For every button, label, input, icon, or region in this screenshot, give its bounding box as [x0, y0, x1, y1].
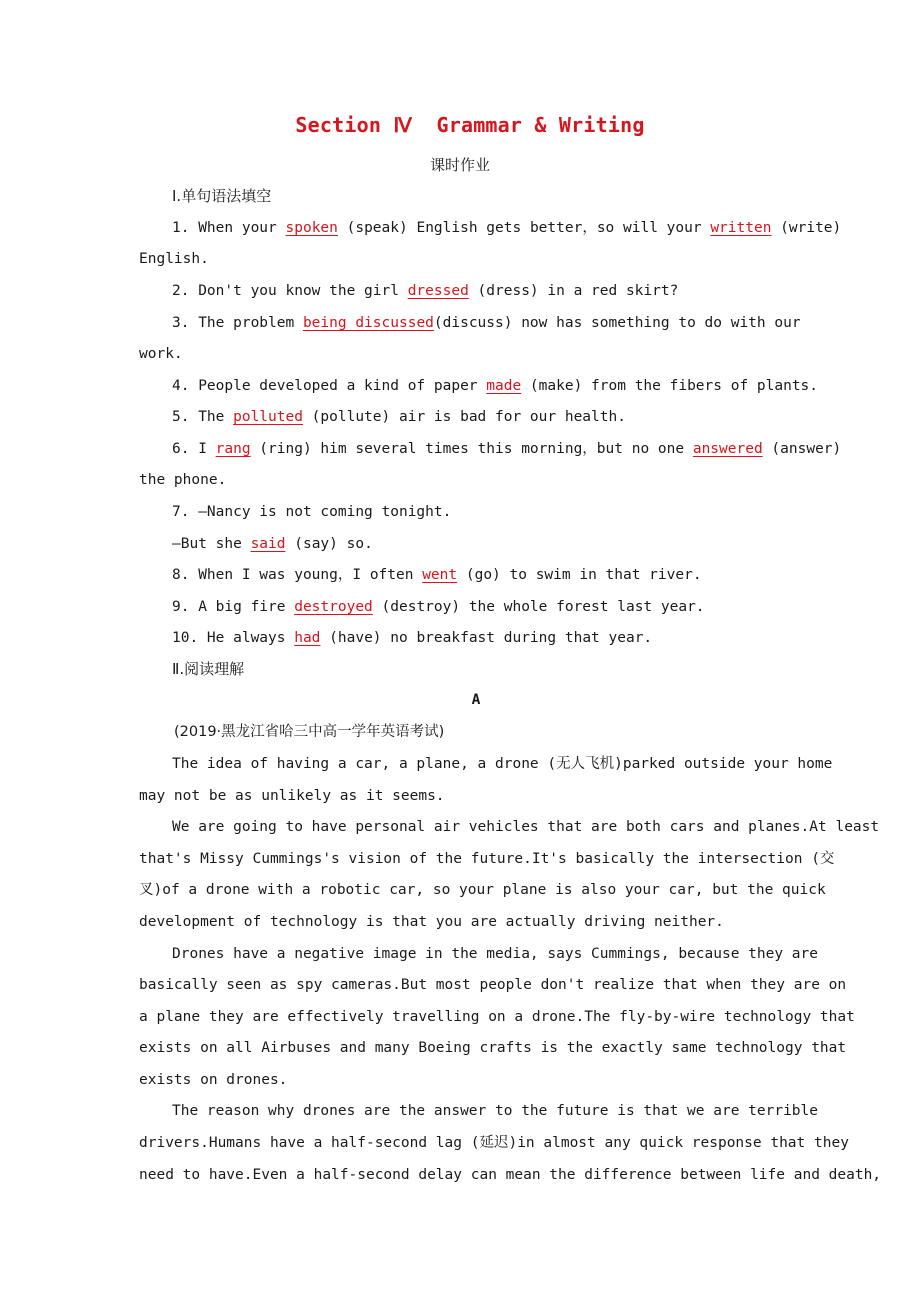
answer-10: had — [294, 630, 321, 646]
answer-7: said — [250, 536, 286, 552]
passage-line: need to have.Even a half-second delay can mean the difference between life and death, — [139, 1167, 882, 1183]
question-3: 3. The problem being discussed(discuss) now has something to do with our — [172, 315, 801, 331]
passage-line: We are going to have personal air vehicles that are both cars and planes.At least — [172, 819, 880, 835]
passage-line: development of technology is that you are actually driving neither. — [139, 914, 724, 930]
passage-source: (2019·黑龙江省哈三中高一学年英语考试) — [174, 724, 445, 740]
answer-2: dressed — [407, 283, 469, 299]
answer-5: polluted — [233, 409, 303, 425]
question-7-reply: —But she said (say) so. — [172, 536, 373, 552]
question-6: 6. I rang (ring) him several times this morning，but no one answered (answer) — [172, 441, 842, 457]
question-5: 5. The polluted (pollute) air is bad for our health. — [172, 409, 626, 425]
answer-6b: answered — [692, 441, 763, 457]
answer-8: went — [422, 567, 458, 583]
question-3-cont: work. — [139, 346, 183, 362]
question-9: 9. A big fire destroyed (destroy) the whole forest last year. — [172, 599, 705, 615]
answer-3: being discussed — [302, 315, 434, 331]
passage-line: 叉)of a drone with a robotic car, so your plane is also your car, but the quick — [139, 882, 826, 898]
question-10: 10. He always had (have) no breakfast during that year. — [172, 630, 653, 646]
question-1-cont: English. — [139, 251, 209, 267]
answer-6a: rang — [215, 441, 251, 457]
passage-line: may not be as unlikely as it seems. — [139, 788, 445, 804]
passage-line: a plane they are effectively travelling on a drone.The fly-by-wire technology that — [139, 1009, 855, 1025]
answer-1a: spoken — [285, 220, 338, 236]
passage-line: The idea of having a car, a plane, a drone (无人飞机)parked outside your home — [172, 756, 833, 772]
question-2: 2. Don't you know the girl dressed (dress) in a red skirt? — [172, 283, 679, 299]
question-7: 7. —Nancy is not coming tonight. — [172, 504, 452, 520]
passage-line: exists on all Airbuses and many Boeing crafts is the exactly same technology that — [139, 1040, 847, 1056]
page-subtitle: 课时作业 — [429, 156, 490, 174]
passage-line: Drones have a negative image in the media, says Cummings, because they are — [172, 946, 819, 962]
question-8: 8. When I was young，I often went (go) to swim in that river. — [172, 567, 702, 583]
passage-line: The reason why drones are the answer to the future is that we are terrible — [172, 1103, 819, 1119]
answer-9: destroyed — [294, 599, 373, 615]
page-title: Section Ⅳ Grammar & Writing — [295, 113, 645, 137]
passage-label: A — [471, 692, 481, 708]
part1-heading: Ⅰ.单句语法填空 — [172, 187, 272, 205]
answer-1b: written — [710, 220, 772, 236]
passage-line: that's Missy Cummings's vision of the future.It's basically the intersection (交 — [139, 851, 835, 867]
question-1: 1. When your spoken (speak) English gets better，so will your written (write) — [172, 220, 842, 236]
passage-line: drivers.Humans have a half-second lag (延迟)in almost any quick response that they — [139, 1135, 849, 1151]
question-6-cont: the phone. — [139, 472, 227, 488]
passage-line: basically seen as spy cameras.But most people don't realize that when they are on — [139, 977, 847, 993]
answer-4: made — [486, 378, 522, 394]
passage-line: exists on drones. — [139, 1072, 288, 1088]
part2-heading: Ⅱ.阅读理解 — [172, 660, 245, 678]
question-4: 4. People developed a kind of paper made (make) from the fibers of plants. — [172, 378, 819, 394]
